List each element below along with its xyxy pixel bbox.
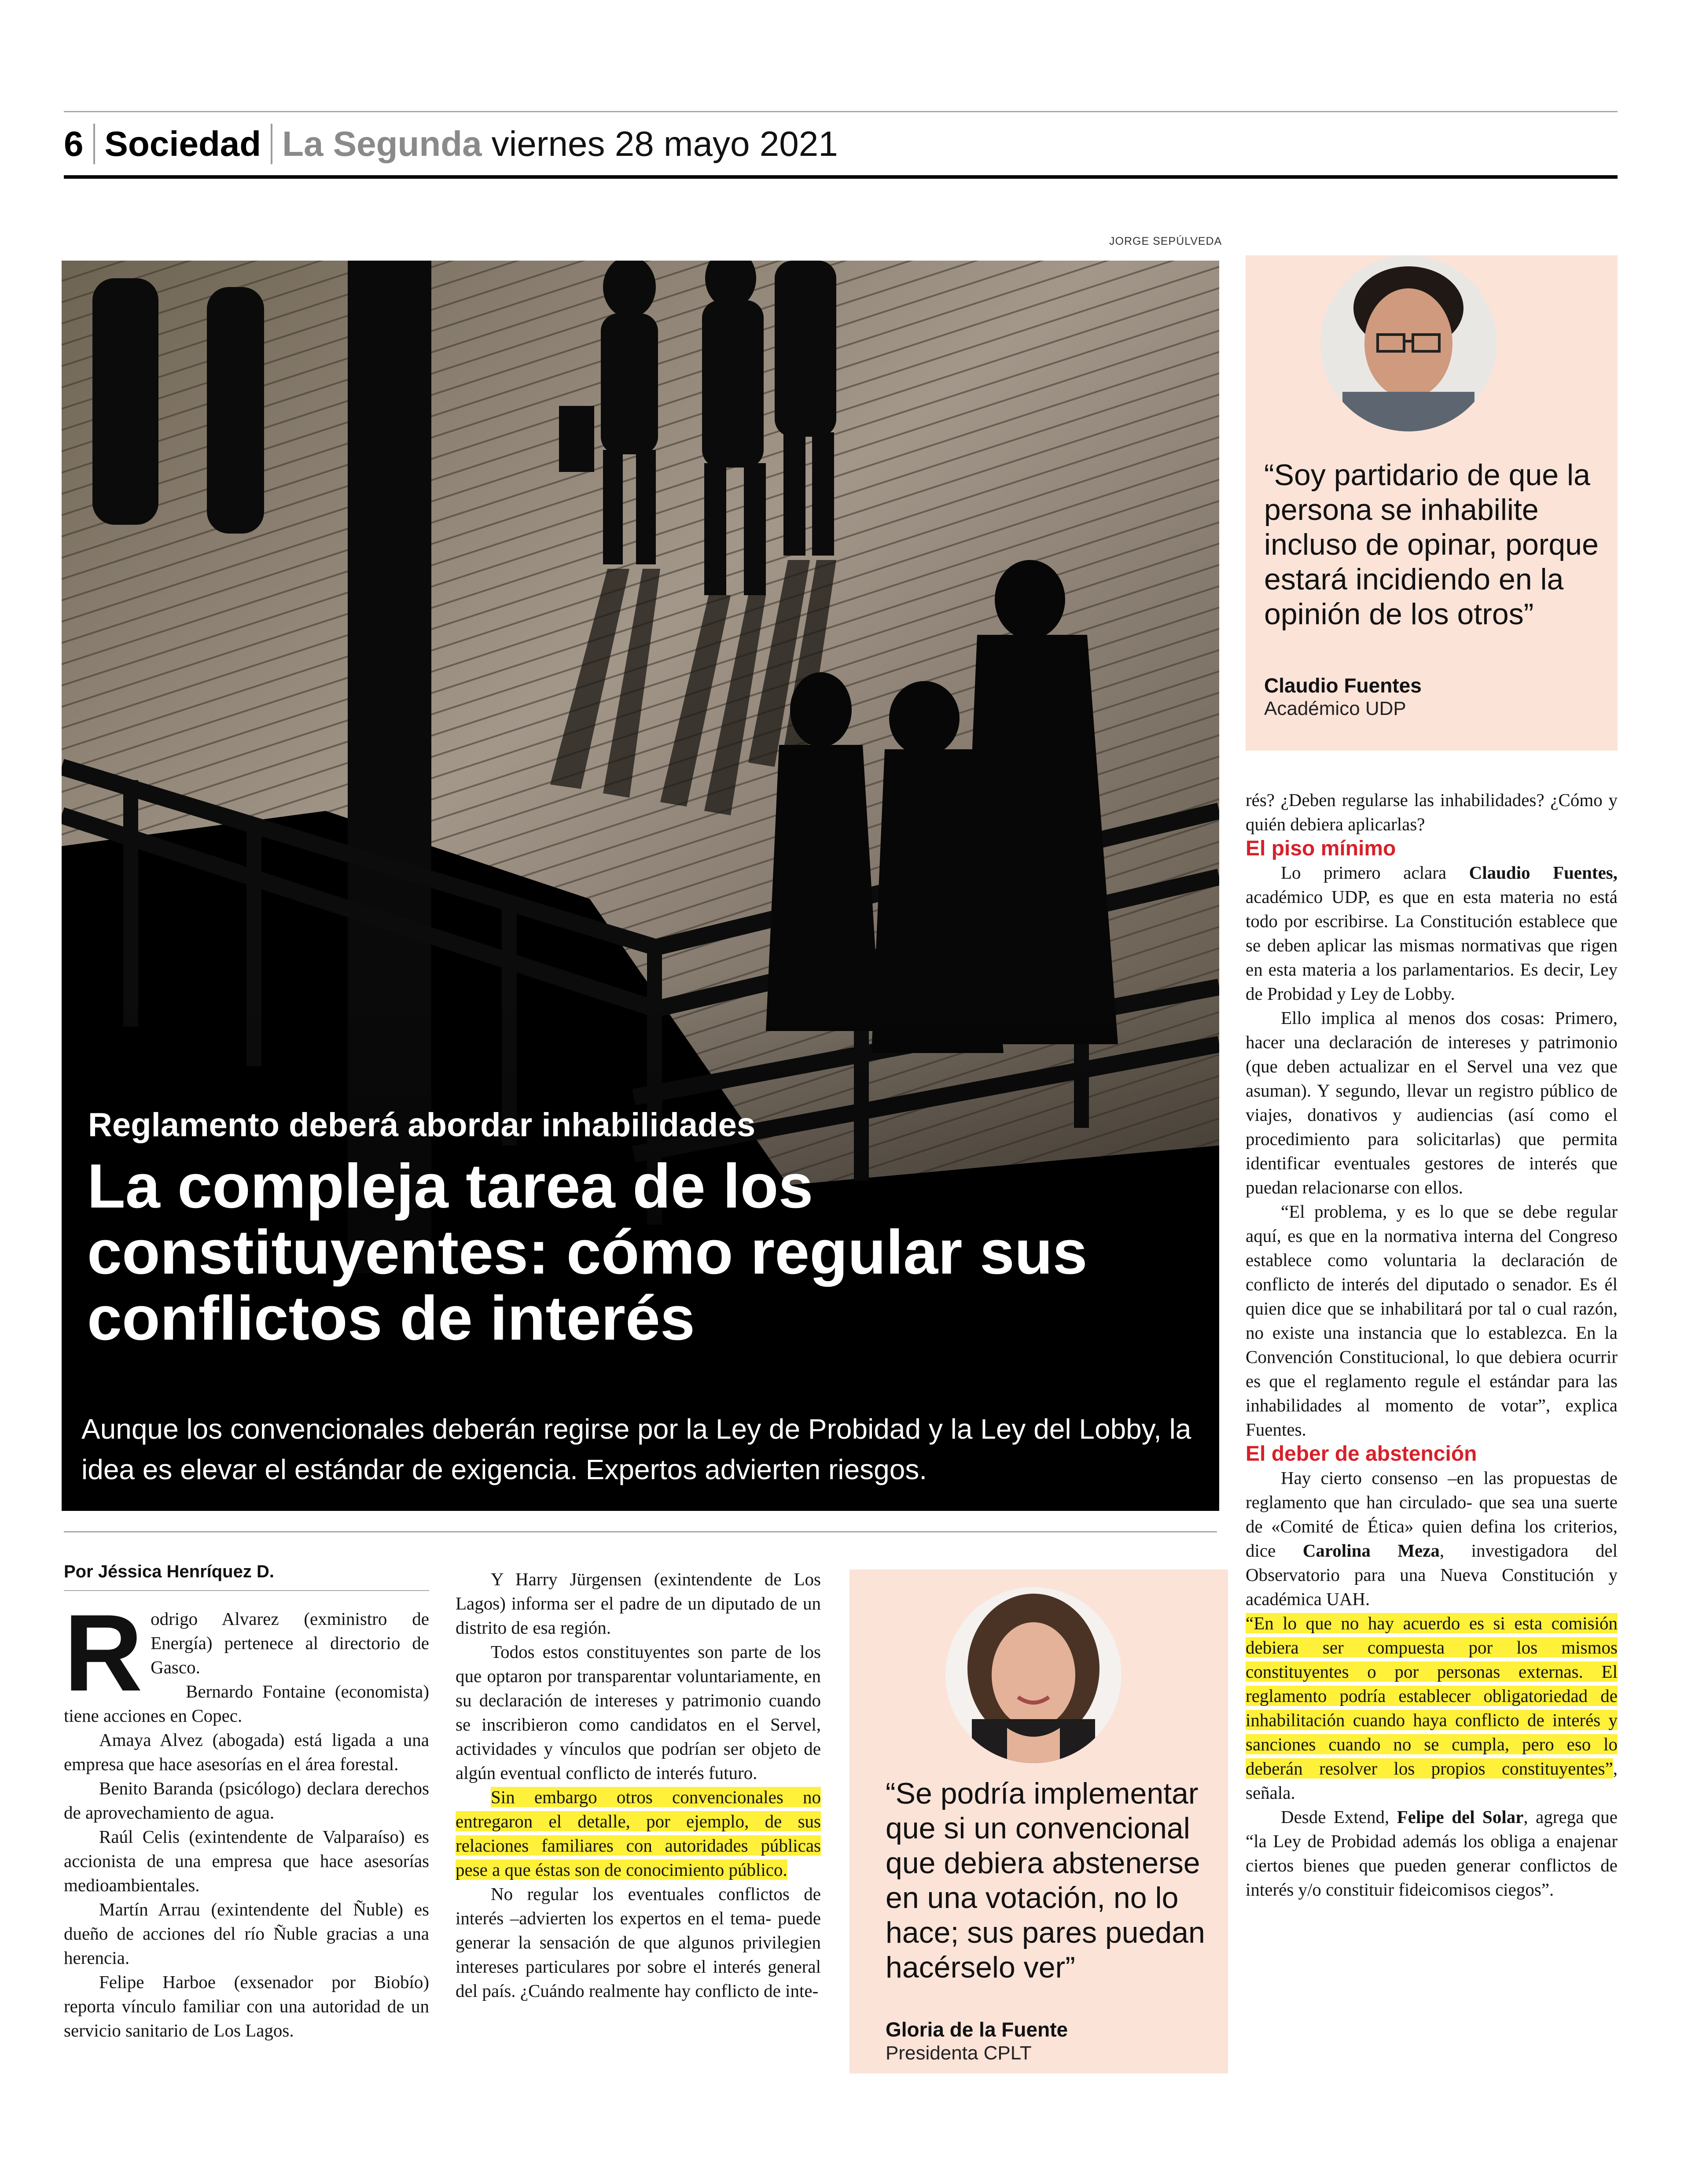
highlighted-paragraph: [456, 1785, 821, 1882]
portrait-illustration: [1320, 255, 1496, 431]
header-bottom-rule: [64, 175, 1618, 179]
header-top-rule: [64, 111, 1618, 112]
text-run: , señala.: [1246, 1758, 1618, 1803]
text-run: , agrega que “la Ley de Probidad además los obliga a enajenar ciertos bienes que pueden generar conflictos de interés y/o constituir fideicomisos ciegos”.: [1246, 1807, 1618, 1900]
pull-quote-gloria: [849, 1569, 1228, 2074]
person-name: Claudio Fuentes,: [1469, 862, 1618, 883]
text-run: Desde Extend,: [1281, 1807, 1397, 1827]
text-run: Hay cierto consenso –en las propuestas de reglamento que han circulado- que sea una suerte de «Comité de Ética» quien defina los criterios, dice: [1246, 1468, 1618, 1561]
paragraph: Todos estos constituyentes son parte de los que optaron por transparentar voluntariamente, en su declaración de intereses y patrimonio cuando se inscribieron como candidatos en el Servel, actividades y vínculos que podrían ser objeto de algún eventual conflicto de interés futuro.: [456, 1642, 821, 1783]
paragraph: Felipe Harboe (exsenador por Biobío) reporta vínculo familiar con una autoridad de un servicio sanitario de Los Lagos.: [64, 1972, 429, 2040]
highlight: Sin embargo otros convencionales no entregaron el detalle, por ejemplo, de sus relaciones familiares con autoridades públicas pese a que éstas son de conocimiento público.: [456, 1787, 821, 1880]
subhead-piso-minimo: El piso mínimo: [1246, 837, 1396, 860]
quote-author-role: Presidenta CPLT: [886, 2042, 1032, 2064]
article-kicker: Reglamento deberá abordar inhabilidades: [88, 1106, 756, 1144]
article-headline: La compleja tarea de los constituyentes: cómo regular sus conflictos de interés: [87, 1151, 1088, 1353]
paragraph: Benito Baranda (psicólogo) declara derechos de aprovechamiento de agua.: [64, 1778, 429, 1823]
section-name: Sociedad: [104, 124, 261, 163]
paragraph: odrigo Alvarez (exministro de Energía) pertenece al directorio de Gasco.: [151, 1609, 429, 1677]
photo-credit: JORGE SEPÚLVEDA: [1109, 235, 1222, 247]
avatar-claudio: [1320, 255, 1496, 431]
quote-author: Claudio Fuentes: [1264, 674, 1422, 697]
body-column-1: [64, 1591, 429, 2043]
article-divider: [64, 1531, 1217, 1532]
quote-text: “Se podría implementar que si un convencional que debiera abstenerse en una votación, no lo hace; sus pares puedan hacérselo ver”: [886, 1777, 1205, 1984]
paragraph: [1246, 861, 1618, 1006]
quote-author: Gloria de la Fuente: [886, 2018, 1068, 2041]
subhead-deber-abstencion: El deber de abstención: [1246, 1442, 1477, 1466]
paragraph: “El problema, y es lo que se debe regular aquí, es que en la normativa interna del Congreso establece como voluntaria la declaración de conflicto de interés del diputado o senador. Es él quien dice que se inhabilitará por tal o cual razón, no existe una instancia que lo establezca. En la Convención Constitucional, lo que debiera ocurrir es que el reglamento regule el estándar para las inhabilidades al momento de votar”, explica Fuentes.: [1246, 1201, 1618, 1440]
person-name: Carolina Meza: [1302, 1540, 1440, 1561]
masthead: [64, 115, 838, 173]
article-dek: Aunque los convencionales deberán regirse por la Ley de Probidad y la Ley del Lobby, la idea es elevar el estándar de exigencia. Expertos advierten riesgos.: [81, 1413, 1191, 1485]
paragraph: Amaya Alvez (abogada) está ligada a una empresa que hace asesorías en el área forestal.: [64, 1730, 429, 1774]
masthead-divider: [271, 124, 272, 164]
paragraph: Y Harry Jürgensen (exintendente de Los Lagos) informa ser el padre de un diputado de un distrito de esa región.: [456, 1569, 821, 1638]
avatar-gloria: [945, 1587, 1121, 1763]
paragraph: [1246, 1466, 1618, 1611]
paragraph: Ello implica al menos dos cosas: Primero, hacer una declaración de intereses y patrimonio (que deben actualizar en el Servel una vez que asuman). Y segundo, llevar un registro público de viajes, donativos y audiencias (así como el procedimiento para solicitarlas) que permita identificar eventuales gestores de interés que puedan relacionarse con ellos.: [1246, 1008, 1618, 1197]
paragraph: Martín Arrau (exintendente del Ñuble) es dueño de acciones del río Ñuble gracias a una herencia.: [64, 1899, 429, 1968]
publication-date: viernes 28 mayo 2021: [491, 124, 838, 163]
quote-author-role: Académico UDP: [1264, 698, 1406, 719]
paragraph: Raúl Celis (exintendente de Valparaíso) es accionista de una empresa que hace asesorías medioambientales.: [64, 1827, 429, 1895]
highlight: “En lo que no hay acuerdo es si esta comisión debiera ser compuesta por los mismos constituyentes o por personas externas. El reglamento podría establecer obligatoriedad de inhabilitación cuando haya conflicto de interés y sanciones cuando no se cumpla, pero eso lo deberán resolver los propios constituyentes”: [1246, 1613, 1618, 1779]
pull-quote-claudio: [1246, 255, 1618, 751]
drop-cap: R: [64, 1591, 143, 1714]
text-run: , investigadora del Observatorio para una Nueva Constitución y académica UAH.: [1246, 1540, 1618, 1609]
paragraph: [1246, 1805, 1618, 1902]
byline: Por Jéssica Henríquez D.: [64, 1562, 274, 1581]
highlighted-paragraph: [1246, 1611, 1618, 1805]
publication-name: La Segunda: [282, 124, 482, 163]
text-run: académico UDP, es que en esta materia no está todo por escribirse. La Constitución establece que se deben aplicar las mismas normativas que rigen en esta materia a los parlamentarios. Es decir, Ley de Probidad y Ley de Lobby.: [1246, 887, 1618, 1004]
quote-text: “Soy partidario de que la persona se inhabilite incluso de opinar, porque estará incidiendo en la opinión de los otros”: [1264, 458, 1599, 631]
body-column-4: [1246, 788, 1618, 1902]
body-column-2: [456, 1567, 821, 2003]
byline-rule: [64, 1590, 429, 1591]
paragraph: rés? ¿Deben regularse las inhabilidades? ¿Cómo y quién debiera aplicarlas?: [1246, 790, 1618, 834]
masthead-divider: [93, 124, 95, 164]
text-run: Lo primero aclara: [1281, 862, 1469, 883]
person-name: Felipe del Solar: [1397, 1807, 1524, 1827]
portrait-illustration: [945, 1587, 1121, 1763]
page-number: 6: [64, 124, 84, 163]
paragraph: No regular los eventuales conflictos de interés –advierten los expertos en el tema- puede generar la sensación de que algunos privilegien intereses particulares por sobre el interés general del país. ¿Cuándo realmente hay conflicto de inte-: [456, 1884, 821, 2001]
paragraph: Bernardo Fontaine (economista) tiene acciones en Copec.: [64, 1681, 429, 1726]
